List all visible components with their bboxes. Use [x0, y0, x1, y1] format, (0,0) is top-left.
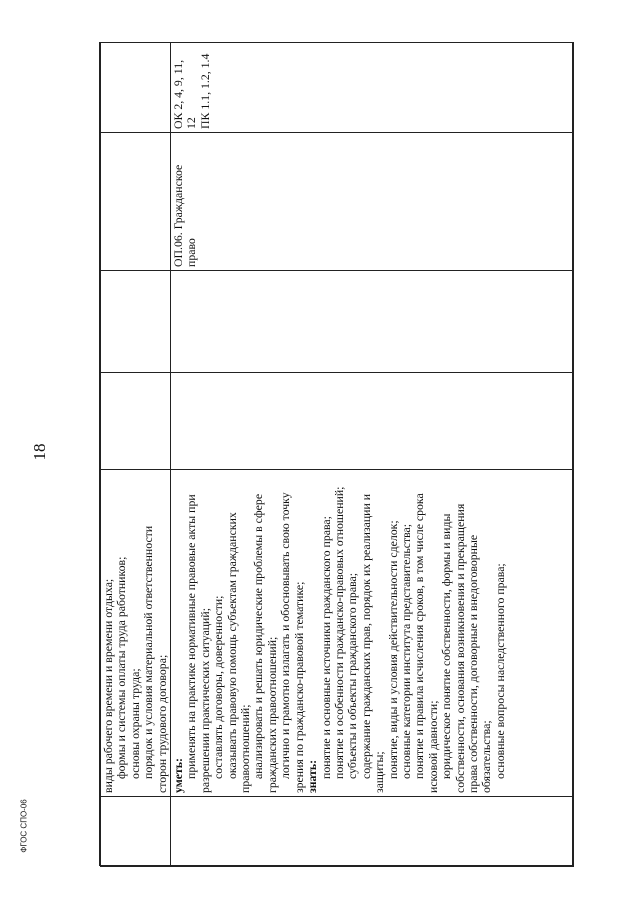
upper-line: сторон трудового договора; — [154, 654, 169, 793]
lower-cell-empty-1 — [171, 373, 574, 470]
knowledge-item: понятие и основные источники гражданского права; — [318, 516, 333, 779]
page-number: 18 — [30, 443, 49, 461]
competency-codes: ОК 2, 4, 9, 11, 12 — [171, 59, 199, 129]
upper-line: формы и системы оплаты труда работников; — [114, 556, 129, 779]
skill-item: применять на практике нормативные правовые акты при разрешении практических ситуаций; — [184, 494, 212, 793]
skill-item: анализировать и решать юридические проблемы в сфере гражданских правоотношений; — [251, 493, 279, 793]
table-row-upper — [101, 43, 171, 867]
rotated-table-content — [100, 43, 574, 867]
competency-codes: ПК 1.1, 1.2, 1.4 — [197, 53, 212, 129]
footer-code: ФГОС СПО-06 — [19, 799, 29, 853]
upper-cell-empty-1 — [101, 373, 171, 470]
upper-cell-empty-4 — [101, 43, 171, 133]
lower-cell-content — [171, 470, 574, 797]
upper-cell-index — [101, 797, 171, 867]
discipline-name: ОП.06. Гражданское право — [171, 164, 199, 267]
upper-line: порядок и условия материальной ответственности — [141, 525, 156, 779]
knowledge-item: основные вопросы наследственного права; — [492, 563, 507, 779]
skill-item: логично и грамотно излагать и обосновывать свою точку зрения по гражданско-правовой тематике; — [278, 492, 306, 793]
knowledge-item: понятие и правила исчисления сроков, в том числе срока исковой давности; — [412, 493, 440, 793]
skill-item: оказывать правовую помощь субъектам гражданских правоотношений; — [224, 512, 253, 793]
competency-table — [100, 42, 574, 867]
knowledge-item: основные категории института представительства; — [398, 523, 413, 779]
lower-cell-empty-2 — [171, 271, 574, 373]
discipline-cell — [171, 133, 574, 271]
upper-cell-empty-3 — [101, 133, 171, 271]
skills-heading: уметь: — [171, 758, 186, 793]
upper-cell-content — [101, 470, 171, 797]
upper-line: виды рабочего времени и времени отдыха; — [101, 578, 115, 793]
lower-cell-index — [171, 797, 574, 867]
knowledge-heading: знать: — [305, 759, 320, 793]
competencies-cell — [171, 43, 574, 133]
knowledge-item: содержание гражданских прав, порядок их реализации и защиты; — [358, 493, 387, 793]
knowledge-item: юридическое понятие собственности, формы и виды собственности, основания возникновения и прекращения права собственности, договорные и внедоговорные обязательства; — [439, 503, 494, 793]
upper-cell-empty-2 — [101, 271, 171, 373]
table-row-lower — [171, 43, 574, 867]
knowledge-item: субъекты и объекты гражданского права; — [345, 573, 360, 779]
skill-item: составлять договоры, доверенности; — [211, 595, 226, 779]
knowledge-item: понятие, виды и условия действительности сделок; — [385, 520, 400, 779]
upper-line: основы охраны труда; — [127, 668, 142, 779]
rotated-table-frame — [99, 42, 573, 866]
knowledge-item: понятие и особенности гражданско-правовых отношений; — [331, 486, 346, 779]
